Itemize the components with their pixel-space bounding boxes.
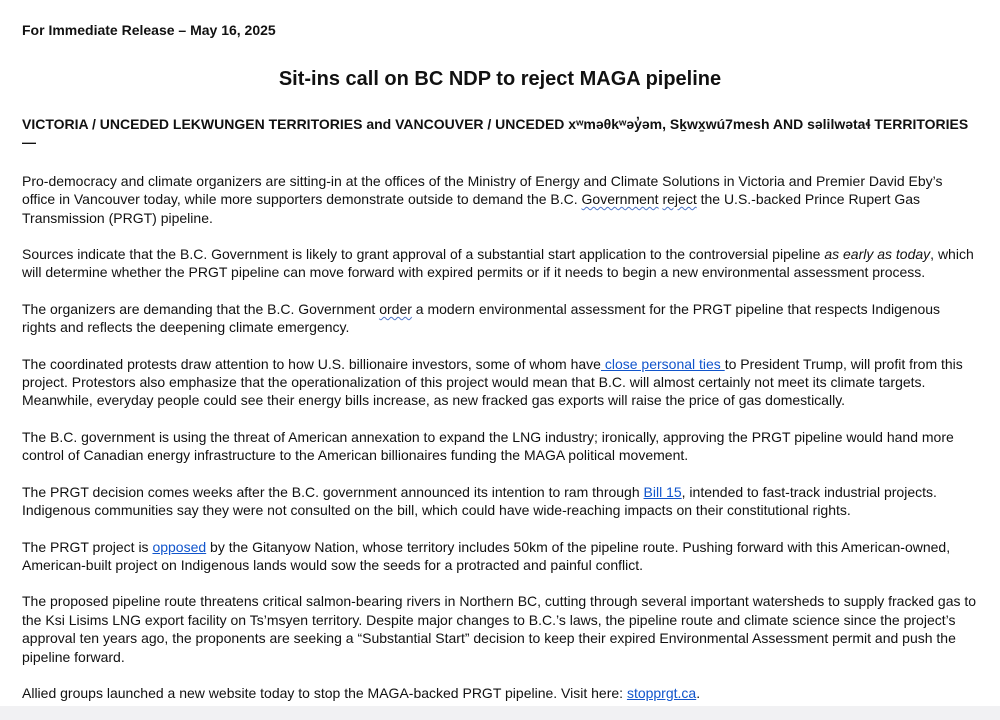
text: Pro-democracy and climate organizers are sitting-in at the offices of the Ministry of Energy and Climate Solutions in Victoria and Premier David Eby’s office in Vancouver today, while more supporters demonstrate outside to demand the B.C. bbox=[22, 172, 943, 208]
headline: Sit-ins call on BC NDP to reject MAGA pipeline bbox=[278, 68, 722, 90]
text: The PRGT decision comes weeks after the B.C. government announced its intention to ram through bbox=[22, 483, 644, 500]
text: The coordinated protests draw attention to how U.S. billionaire investors, some of whom have bbox=[22, 355, 601, 372]
spellcheck-word[interactable]: reject bbox=[662, 191, 697, 208]
close-personal-ties-link[interactable]: close personal ties bbox=[600, 355, 725, 372]
paragraph-route-threat: The proposed pipeline route threatens critical salmon-bearing rivers in Northern BC, cutting through several important watersheds to supply fracked gas to the Ksi Lisims LNG export facility on Ts’msyen territory. Despite major changes to B.C.’s laws, the pipeline route and climate science since the project’s approval ten years ago, the proponents are seeking a “Substantial Start” decision to keep their expired Environmental Assessment permit and push the pipeline forward. bbox=[22, 593, 977, 665]
dateline: VICTORIA / UNCEDED LEKWUNGEN TERRITORIES and VANCOUVER / UNCEDED xʷməθkʷəy̓əm, Sḵwx̱wú7mesh AND səlilwətaɬ TERRITORIES — bbox=[22, 116, 969, 151]
text: The PRGT project is bbox=[22, 538, 153, 555]
page-bottom-bar bbox=[0, 706, 1000, 720]
paragraph-gitanyow bbox=[22, 538, 978, 575]
opposed-link[interactable]: opposed bbox=[152, 538, 207, 555]
text: . bbox=[696, 684, 701, 701]
emphasis-text: as early as today bbox=[824, 246, 931, 263]
spellcheck-word[interactable]: Government bbox=[581, 191, 659, 208]
text: Allied groups launched a new website today to stop the MAGA-backed PRGT pipeline. Visit here: bbox=[22, 684, 627, 701]
text: a modern environmental assessment for the PRGT pipeline that respects Indigenous rights and reflects the deepening climate emergency. bbox=[22, 300, 941, 336]
paragraph-demands bbox=[22, 300, 978, 337]
paragraph-protest-intro bbox=[22, 172, 978, 227]
text: The organizers are demanding that the B.C. Government bbox=[22, 300, 380, 317]
stopprgt-link[interactable]: stopprgt.ca bbox=[626, 684, 697, 701]
paragraph-bill-15 bbox=[22, 483, 978, 520]
paragraph-sources bbox=[22, 245, 978, 282]
paragraph-billionaires bbox=[22, 355, 978, 410]
spellcheck-word[interactable]: order bbox=[379, 300, 412, 317]
text: to President Trump, will profit from this project. Protestors also emphasize that the operationalization of this project would mean that B.C. will almost certainly not meet its climate targets. Meanwhile, everyday people could see their energy bills increase, as new fracked gas exports will raise the price of gas domestically. bbox=[22, 355, 963, 409]
text: Sources indicate that the B.C. Government is likely to grant approval of a substantial start application to the controversial pipeline bbox=[22, 246, 825, 263]
release-date-line: For Immediate Release – May 16, 2025 bbox=[22, 22, 276, 38]
text: by the Gitanyow Nation, whose territory includes 50km of the pipeline route. Pushing forward with this American-owned, American-built project on Indigenous lands would sow the seeds for a protracted and painful conflict. bbox=[22, 538, 951, 573]
text: the U.S.-backed Prince Rupert Gas Transmission (PRGT) pipeline. bbox=[22, 191, 921, 226]
bill-15-link[interactable]: Bill 15 bbox=[643, 483, 682, 500]
text: , intended to fast-track industrial projects. Indigenous communities say they were not consulted on the bill, which could have wide-reaching impacts on their constitutional rights. bbox=[22, 483, 937, 519]
paragraph-website bbox=[22, 684, 978, 702]
paragraph-annexation: The B.C. government is using the threat of American annexation to expand the LNG industry; ironically, approving the PRGT pipeline would hand more control of Canadian energy infrastructure to the American billionaires funding the MAGA political movement. bbox=[22, 428, 954, 464]
text: , which will determine whether the PRGT pipeline can move forward with expired permits or if it needs to begin a new environmental assessment process. bbox=[22, 246, 974, 281]
